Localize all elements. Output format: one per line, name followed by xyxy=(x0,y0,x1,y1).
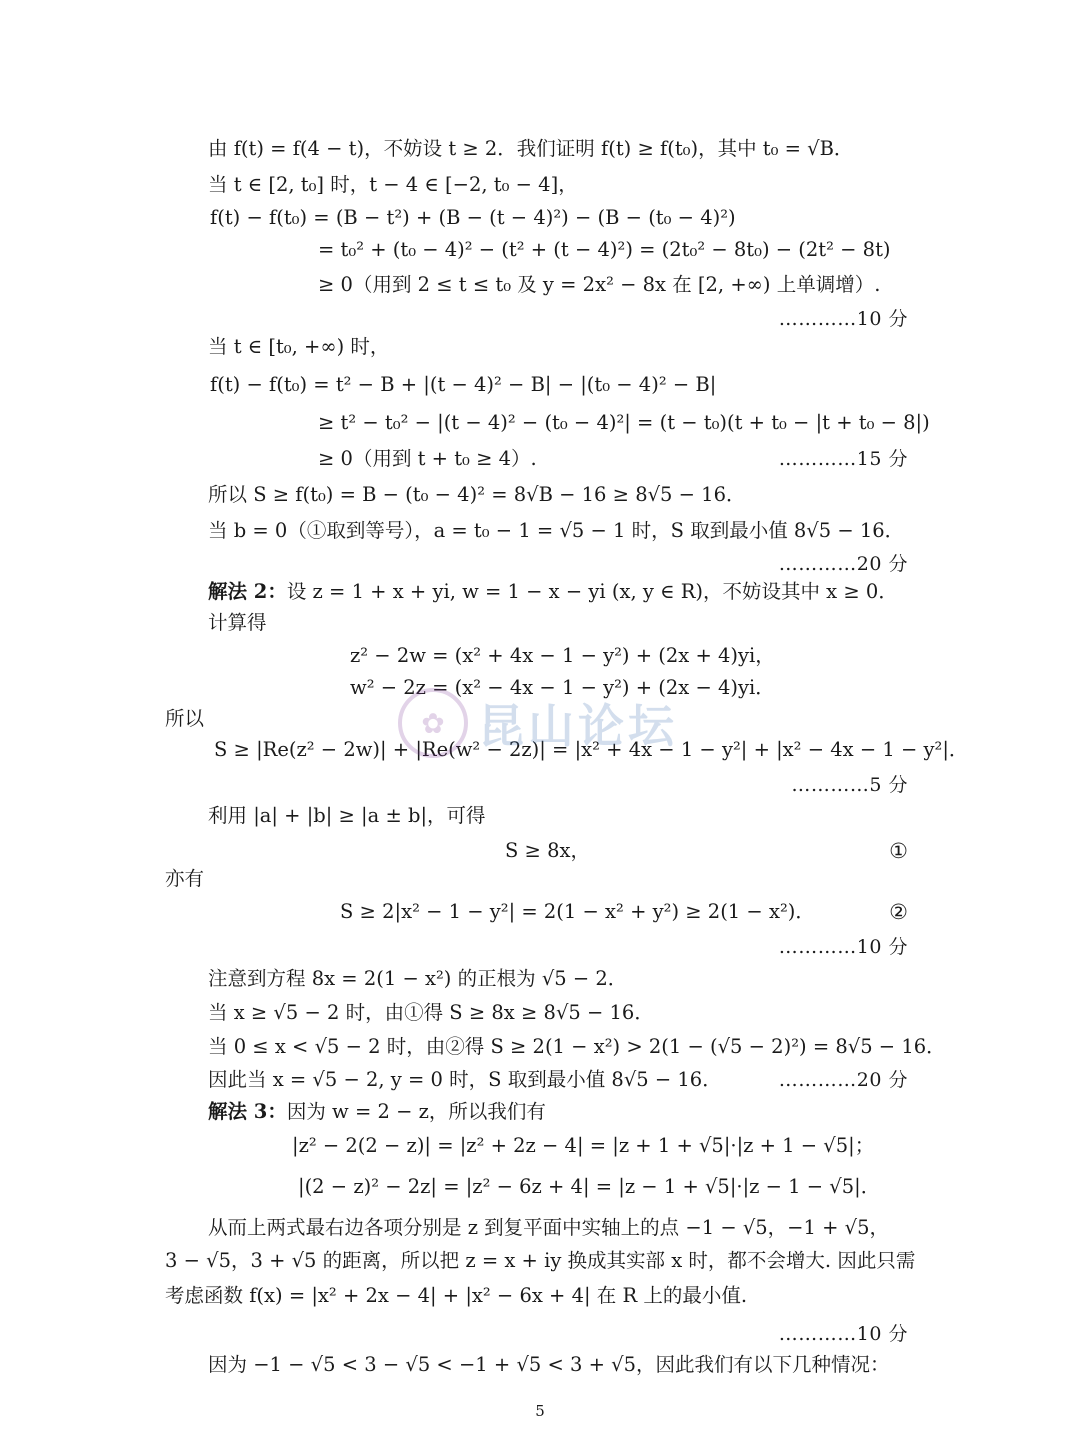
score-marker: …………5 分 xyxy=(791,774,908,796)
text-line: 所以 S ≥ f(t₀) = B − (t₀ − 4)² = 8√B − 16 ≥ 8√5 − 16． xyxy=(208,483,746,506)
equation-number: ① xyxy=(889,839,908,863)
text-line: 当 x ≥ √5 − 2 时，由①得 S ≥ 8x ≥ 8√5 − 16． xyxy=(208,1001,654,1024)
equation-line: ≥ t² − t₀² − |(t − 4)² − (t₀ − 4)²| = (t − t₀)(t + t₀ − |t + t₀ − 8|) xyxy=(318,411,930,434)
score-marker: …………15 分 xyxy=(778,448,908,470)
text-line: 因此当 x = √5 − 2, y = 0 时，S 取到最小值 8√5 − 16． xyxy=(208,1068,722,1091)
text-line: 计算得 xyxy=(208,611,267,634)
text-line: 当 0 ≤ x < √5 − 2 时，由②得 S ≥ 2(1 − x²) > 2(1 − (√5 − 2)²) = 8√5 − 16． xyxy=(208,1035,946,1058)
equation-line: f(t) − f(t₀) = (B − t²) + (B − (t − 4)²) − (B − (t₀ − 4)²) xyxy=(210,206,736,229)
text-span: 设 z = 1 + x + yi, w = 1 − x − yi (x, y ∈ R)，不妨设其中 x ≥ 0． xyxy=(286,580,898,603)
solution-3-line xyxy=(208,1099,546,1125)
score-marker: …………10 分 xyxy=(778,1323,908,1345)
equation-line: = t₀² + (t₀ − 4)² − (t² + (t − 4)²) = (2t₀² − 8t₀) − (2t² − 8t) xyxy=(318,238,891,261)
equation-line: S ≥ |Re(z² − 2w)| + |Re(w² − 2z)| = |x² + 4x − 1 − y²| + |x² − 4x − 1 − y²|． xyxy=(214,738,969,761)
equation-line: S ≥ 2|x² − 1 − y²| = 2(1 − x² + y²) ≥ 2(1 − x²)． xyxy=(340,900,815,923)
text-line: 当 b = 0（①取到等号），a = t₀ − 1 = √5 − 1 时，S 取到最小值 8√5 − 16． xyxy=(208,519,905,542)
text-line: 从而上两式最右边各项分别是 z 到复平面中实轴上的点 −1 − √5，−1 + √5， xyxy=(208,1216,889,1239)
solution-2-line xyxy=(208,579,898,605)
text-line: 因为 −1 − √5 < 3 − √5 < −1 + √5 < 3 + √5，因此我们有以下几种情况： xyxy=(208,1353,890,1376)
text-line: 利用 |a| + |b| ≥ |a ± b|，可得 xyxy=(208,804,486,827)
text-span: 因为 w = 2 − z，所以我们有 xyxy=(286,1100,546,1123)
equation-line: S ≥ 8x， xyxy=(505,839,590,862)
equation-line: |(2 − z)² − 2z| = |z² − 6z + 4| = |z − 1 + √5|·|z − 1 − √5|． xyxy=(298,1175,881,1198)
equation-line: ≥ 0（用到 t + t₀ ≥ 4）. xyxy=(318,447,537,470)
watermark-logo-icon: ✿ xyxy=(398,688,468,758)
equation-line: |z² − 2(2 − z)| = |z² + 2z − 4| = |z + 1 + √5|·|z + 1 − √5|； xyxy=(292,1134,875,1157)
watermark-text: 昆山论坛 xyxy=(478,699,678,753)
score-marker: …………10 分 xyxy=(778,308,908,330)
equation-line: z² − 2w = (x² + 4x − 1 − y²) + (2x + 4)yi， xyxy=(350,644,775,667)
equation-line: ≥ 0（用到 2 ≤ t ≤ t₀ 及 y = 2x² − 8x 在 [2, +∞) 上单调增）. xyxy=(318,273,881,296)
text-line: 注意到方程 8x = 2(1 − x²) 的正根为 √5 − 2． xyxy=(208,967,628,990)
text-line: 所以 xyxy=(165,707,205,730)
text-line: 3 − √5，3 + √5 的距离，所以把 z = x + iy 换成其实部 x 时，都不会增大. 因此只需 xyxy=(165,1249,916,1272)
score-marker: …………20 分 xyxy=(778,553,908,575)
solution-2-heading: 解法 2： xyxy=(208,580,287,603)
equation-line: w² − 2z = (x² − 4x − 1 − y²) + (2x − 4)yi． xyxy=(350,676,775,699)
equation-line: f(t) − f(t₀) = t² − B + |(t − 4)² − B| − |(t₀ − 4)² − B| xyxy=(210,373,717,396)
text-line: 亦有 xyxy=(165,867,205,890)
score-marker: …………20 分 xyxy=(778,1069,908,1091)
text-line: 当 t ∈ [2, t₀] 时，t − 4 ∈ [−2, t₀ − 4]， xyxy=(208,173,578,196)
page-number: 5 xyxy=(535,1402,545,1420)
text-line: 当 t ∈ [t₀, +∞) 时， xyxy=(208,335,390,358)
score-marker: …………10 分 xyxy=(778,936,908,958)
text-line: 考虑函数 f(x) = |x² + 2x − 4| + |x² − 6x + 4| 在 R 上的最小值. xyxy=(165,1284,748,1307)
equation-number: ② xyxy=(889,900,908,924)
text-line: 由 f(t) = f(4 − t)，不妨设 t ≥ 2．我们证明 f(t) ≥ f(t₀)，其中 t₀ = √B． xyxy=(208,137,854,160)
solution-3-heading: 解法 3： xyxy=(208,1100,287,1123)
